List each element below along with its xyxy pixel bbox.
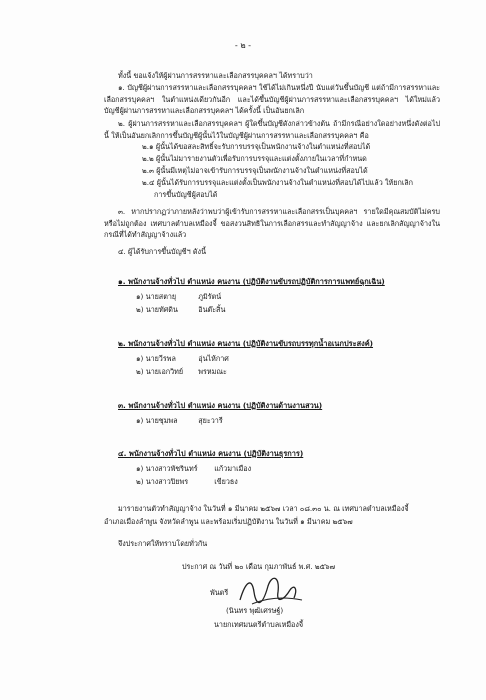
group-1-title: ๑. พนักงานจ้างทั่วไป ตำแหน่ง คนงาน (ปฏิบัติงานขับรถปฏิบัติการการแพทย์ฉุกเฉิน) — [118, 277, 385, 286]
sub-item-2-1: ๒.๑ ผู้นั้นได้ขอสละสิทธิ์จะรับการบรรจุเป็นพนักงานจ้างในตำแหน่งที่สอบได้ — [142, 142, 371, 151]
group-4-title: ๔. พนักงานจ้างทั่วไป ตำแหน่ง คนงาน (ปฏิบัติงานธุรการ) — [118, 449, 304, 458]
page-number: - ๒ - — [234, 41, 252, 50]
announce-text: จึงประกาศให้ทราบโดยทั่วกัน — [118, 539, 208, 548]
list-item — [136, 415, 223, 427]
list-item — [136, 463, 251, 475]
clause-1: ๑. บัญชีผู้ผ่านการสรรหาและเลือกสรรบุคคลฯ ใช้ได้ไม่เกินหนึ่งปี นับแต่วันขึ้นบัญชี แต่ถ้ามีการสรรหาและเลือกสรรบุคคลฯ ในตำแหน่งเดียวกันอีก และได้ขึ้นบัญชีผู้ผ่านการสรรหาและเลือกสรรบุคคลฯ ได้ใหม่แล้ว บัญชีผู้ผ่านการสรรหาและเลือกสรรบุคคลฯ ได้ครั้งนี้ เป็นอันยกเลิก — [104, 83, 440, 115]
sub-item-2-3: ๒.๓ ผู้นั้นมีเหตุไม่อาจเข้ารับการบรรจุเป็นพนักงานจ้างในตำแหน่งที่สอบได้ — [142, 166, 368, 175]
person-name: ๑) นายวีรพล — [136, 354, 176, 363]
person-surname: ภูมิรัตน์ — [198, 292, 222, 301]
clause-3: ๓. หากปรากฏว่าภายหลังว่าพบว่าผู้เข้ารับการสรรหาและเลือกสรรเป็นบุคคลฯ รายใดมีคุณสมบัติไม่ครบหรือไม่ถูกต้อง เทศบาลตำบลเหมืองจี้ ขอสงวนสิทธิในการเลือกสรรและทำสัญญาจ้าง และยกเลิกสัญญาจ้างในกรณีที่ได้ทำสัญญาจ้างแล้ว — [104, 207, 440, 239]
announce-date: ประกาศ ณ วันที่ ๒๐ เดือน กุมภาพันธ์ พ.ศ. ๒๕๖๗ — [182, 562, 335, 571]
list-item — [136, 476, 238, 488]
list-item — [136, 353, 229, 365]
group-3-title: ๓. พนักงานจ้างทั่วไป ตำแหน่ง คนงาน (ปฏิบัติงานด้านงานสวน) — [118, 401, 323, 410]
list-item — [136, 291, 221, 303]
person-name: ๑) นายชุมพล — [136, 416, 178, 425]
person-name: ๒) นายเอกวิทย์ — [136, 367, 184, 376]
sub-item-2-2: ๒.๒ ผู้นั้นไม่มารายงานตัวเพื่อรับการบรรจุและแต่งตั้งภายในเวลาที่กำหนด — [142, 154, 367, 163]
person-surname: เขียวธง — [214, 477, 238, 486]
person-name: ๑) นางสาวพัชรินทร์ — [136, 464, 198, 473]
sub-item-2-4-cont: การขึ้นบัญชีผู้สอบได้ — [154, 190, 218, 199]
person-name: ๒) นายทัศดิน — [136, 305, 178, 314]
signer-name: (นินทร พุฒิเศรษฐ์) — [226, 606, 284, 615]
person-surname: สุยะวารี — [198, 416, 223, 425]
person-name: ๒) นางสาวปิยพร — [136, 477, 189, 486]
person-name: ๑) นายสตายุ — [136, 292, 177, 301]
signature-prefix: พันตรี — [210, 588, 229, 597]
list-item — [136, 366, 227, 378]
report-line-2: อำเภอเมืองลำพูน จังหวัดลำพูน และพร้อมเริ่มปฏิบัติงาน ในวันที่ ๑ มีนาคม ๒๕๖๗ — [104, 517, 353, 526]
person-surname: แก้วมาเมือง — [214, 464, 252, 473]
report-line-1: มารายงานตัวทำสัญญาจ้าง ในวันที่ ๑ มีนาคม ๒๕๖๗ เวลา ๐๘.๓๐ น. ณ เทศบาลตำบลเหมืองจี้ — [118, 504, 409, 513]
signer-position: นายกเทศมนตรีตำบลเหมืองจี้ — [214, 620, 304, 629]
sub-item-2-4: ๒.๔ ผู้นั้นได้รับการบรรจุและแต่งตั้งเป็นพนักงานจ้างในตำแหน่งที่สอบได้ไปแล้ว ให้ยกเลิก — [142, 178, 414, 187]
person-surname: อุ่นไห้กาศ — [198, 354, 229, 363]
person-surname: พรหมณะ — [198, 367, 227, 376]
person-surname: อินต๊ะสิ้น — [198, 305, 226, 314]
group-2-title: ๒. พนักงานจ้างทั่วไป ตำแหน่ง คนงาน (ปฏิบัติงานขับรถบรรทุกน้ำอเนกประสงค์) — [118, 339, 374, 348]
list-item — [136, 304, 225, 316]
clause-2: ๒. ผู้ผ่านการสรรหาและเลือกสรรบุคคลฯ ผู้ใดขึ้นบัญชีดังกล่าวข้างต้น ถ้ามีกรณีอย่างใดอย่างหนึ่งดังต่อไปนี้ ให้เป็นอันยกเลิกการขึ้นบัญชีผู้นั้นไว้ในบัญชีผู้ผ่านการสรรหาและเลือกสรรบุคคลฯ คือ — [104, 119, 440, 140]
clause-4: ๔. ผู้ได้รับการขึ้นบัญชีฯ ดังนี้ — [118, 247, 206, 256]
intro-text: ทั้งนี้ ขอแจ้งให้ผู้ผ่านการสรรหาและเลือกสรรบุคคลฯ ได้ทราบว่า — [118, 71, 313, 80]
